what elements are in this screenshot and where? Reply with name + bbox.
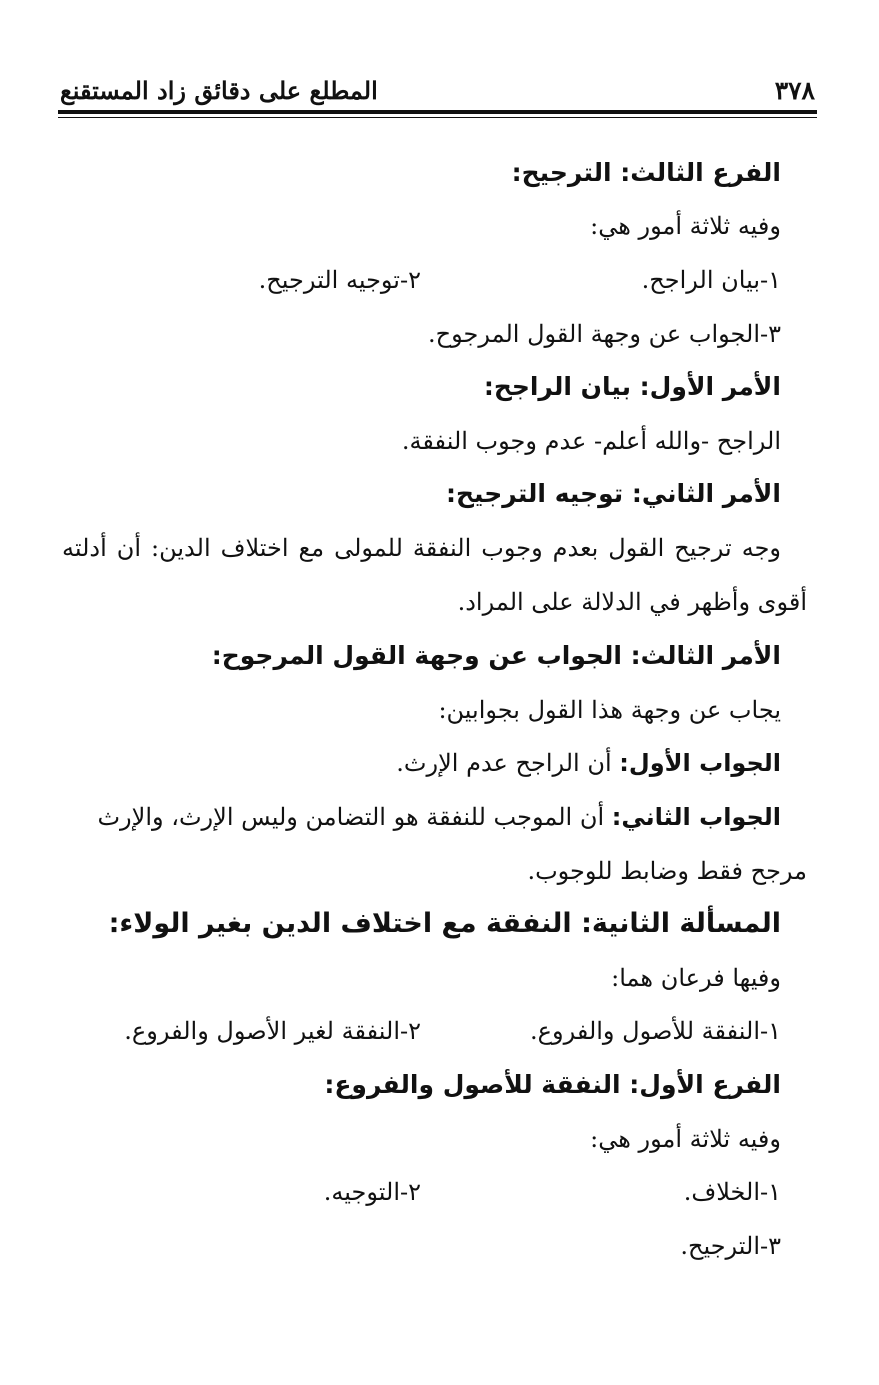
list-item-1-2: ٢-توجيه الترجيح. <box>258 266 421 294</box>
list-item-2-1: ١-النفقة للأصول والفروع. <box>530 1017 781 1045</box>
paragraph-reason-line-1: وجه ترجيح القول بعدم وجوب النفقة للمولى مع اختلاف الدين: أن أدلته <box>62 534 781 562</box>
paragraph-reason-line-2: أقوى وأظهر في الدلالة على المراد. <box>457 588 807 616</box>
answer-1 <box>55 743 781 783</box>
paragraph-preferred: الراجح -والله أعلم- عدم وجوب النفقة. <box>401 427 781 455</box>
paragraph-three-matters-2: وفيه ثلاثة أمور هي: <box>590 1125 781 1153</box>
paragraph-two-branches: وفيها فرعان هما: <box>611 964 781 992</box>
heading-issue-2: المسألة الثانية: النفقة مع اختلاف الدين بغير الولاء: <box>108 908 781 939</box>
paragraph-two-answers: يجاب عن وجهة هذا القول بجوابين: <box>438 696 781 724</box>
list-item-3-2: ٢-التوجيه. <box>323 1178 421 1206</box>
book-title: المطلع على دقائق زاد المستقنع <box>60 76 378 105</box>
page-number: ٣٧٨ <box>774 76 815 105</box>
list-item-2-2: ٢-النفقة لغير الأصول والفروع. <box>124 1017 421 1045</box>
paragraph-three-matters: وفيه ثلاثة أمور هي: <box>590 212 781 240</box>
answer-2-text-line-1: أن الموجب للنفقة هو التضامن وليس الإرث، والإرث <box>97 803 605 831</box>
answer-1-label: الجواب الأول: <box>619 749 781 777</box>
answer-1-text: أن الراجح عدم الإرث. <box>396 749 612 777</box>
answer-2-line-1 <box>55 797 781 837</box>
list-item-3-3: ٣-الترجيح. <box>680 1232 781 1260</box>
answer-2-label: الجواب الثاني: <box>611 803 781 831</box>
list-item-1-1: ١-بيان الراجح. <box>641 266 781 294</box>
heading-matter-2: الأمر الثاني: توجيه الترجيح: <box>446 479 781 508</box>
list-item-3-1: ١-الخلاف. <box>683 1178 781 1206</box>
answer-2-line-2: مرجح فقط وضابط للوجوب. <box>527 857 807 885</box>
heading-matter-3: الأمر الثالث: الجواب عن وجهة القول المرجوح: <box>211 641 781 670</box>
heading-branch-3: الفرع الثالث: الترجيح: <box>511 158 781 187</box>
list-item-1-3: ٣-الجواب عن وجهة القول المرجوح. <box>427 320 781 348</box>
heading-branch-1: الفرع الأول: النفقة للأصول والفروع: <box>324 1070 781 1099</box>
heading-matter-1: الأمر الأول: بيان الراجح: <box>483 372 781 401</box>
